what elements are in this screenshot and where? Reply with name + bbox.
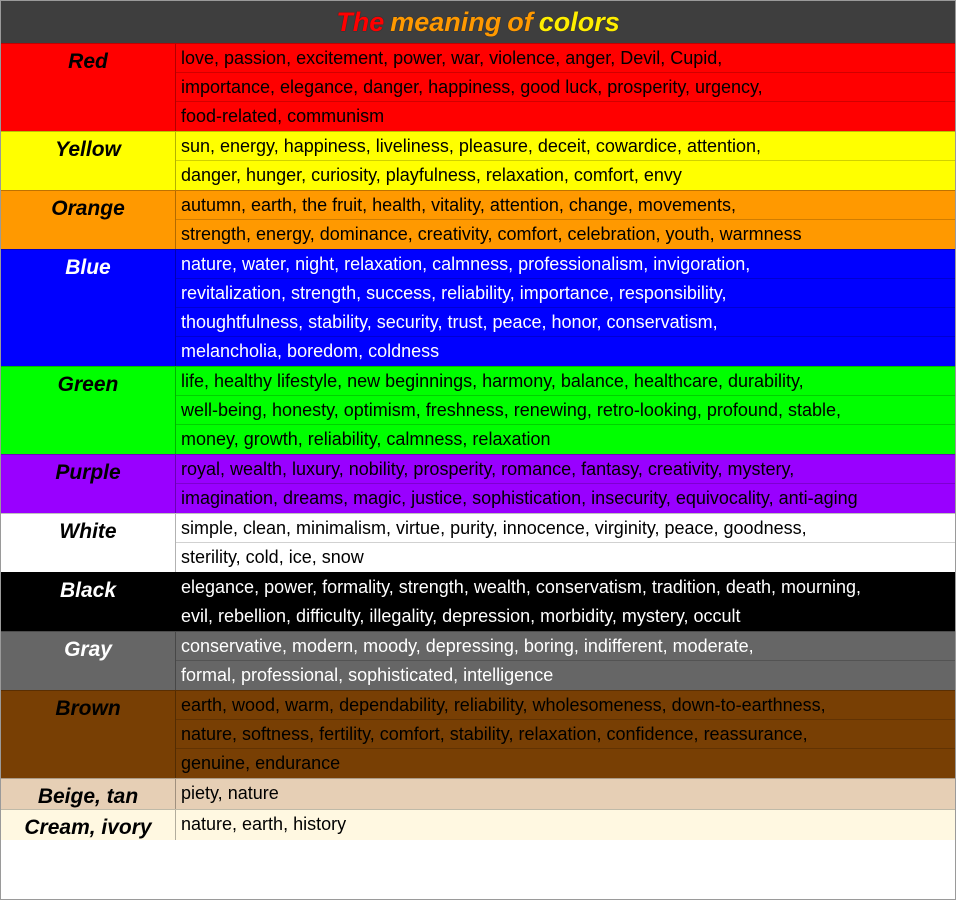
color-name-cell: Gray: [1, 632, 176, 690]
table-row: [1, 249, 955, 366]
meaning-cell: [176, 367, 955, 454]
meaning-cell: [176, 779, 955, 809]
meaning-line: money, growth, reliability, calmness, relaxation: [181, 429, 551, 449]
meaning-cell: [176, 514, 955, 572]
meaning-line: danger, hunger, curiosity, playfulness, relaxation, comfort, envy: [181, 165, 682, 185]
meaning-line: evil, rebellion, difficulty, illegality, depression, morbidity, mystery, occult: [181, 606, 741, 626]
meaning-line: nature, earth, history: [181, 814, 347, 834]
color-name-cell: Beige, tan: [1, 779, 176, 809]
meaning-line: simple, clean, minimalism, virtue, purity, innocence, virginity, peace, goodness,: [176, 514, 955, 543]
meaning-line: nature, water, night, relaxation, calmness, professionalism, invigoration,: [176, 250, 955, 279]
color-name-cell: Cream, ivory: [1, 810, 176, 840]
meaning-line: life, healthy lifestyle, new beginnings, harmony, balance, healthcare, durability,: [176, 367, 955, 396]
meaning-line: royal, wealth, luxury, nobility, prosperity, romance, fantasy, creativity, mystery,: [176, 455, 955, 484]
meaning-line: strength, energy, dominance, creativity, comfort, celebration, youth, warmness: [181, 224, 802, 244]
meaning-line: love, passion, excitement, power, war, violence, anger, Devil, Cupid,: [176, 44, 955, 73]
meaning-line: melancholia, boredom, coldness: [181, 341, 440, 361]
meaning-line: piety, nature: [181, 783, 279, 803]
table-row: [1, 690, 955, 778]
meaning-line: revitalization, strength, success, reliability, importance, responsibility,: [176, 279, 955, 308]
table-row: [1, 454, 955, 513]
table-row: [1, 513, 955, 572]
meaning-cell: [176, 632, 955, 690]
meaning-line: imagination, dreams, magic, justice, sophistication, insecurity, equivocality, anti-aging: [181, 488, 858, 508]
color-name-cell: Blue: [1, 250, 176, 366]
meaning-line: food-related, communism: [181, 106, 385, 126]
meaning-line: autumn, earth, the fruit, health, vitality, attention, change, movements,: [176, 191, 955, 220]
table-row: [1, 366, 955, 454]
table-body: [1, 43, 955, 840]
meaning-cell: [176, 44, 955, 131]
color-name-cell: Green: [1, 367, 176, 454]
meaning-line: sun, energy, happiness, liveliness, pleasure, deceit, cowardice, attention,: [176, 132, 955, 161]
color-name-cell: Black: [1, 573, 176, 631]
meaning-cell: [176, 250, 955, 366]
color-name-cell: Orange: [1, 191, 176, 249]
meaning-line: sterility, cold, ice, snow: [181, 547, 364, 567]
color-name-cell: Purple: [1, 455, 176, 513]
meaning-cell: [176, 810, 955, 840]
meaning-cell: [176, 573, 955, 631]
table-row: [1, 572, 955, 631]
meaning-cell: [176, 691, 955, 778]
color-name-cell: Yellow: [1, 132, 176, 190]
color-name-cell: Red: [1, 44, 176, 131]
table-row: [1, 778, 955, 809]
title-word: of: [507, 6, 533, 37]
meaning-line: thoughtfulness, stability, security, trust, peace, honor, conservatism,: [176, 308, 955, 337]
meaning-line: conservative, modern, moody, depressing, boring, indifferent, moderate,: [176, 632, 955, 661]
meaning-line: formal, professional, sophisticated, intelligence: [181, 665, 554, 685]
meaning-cell: [176, 455, 955, 513]
table-row: [1, 631, 955, 690]
meaning-line: genuine, endurance: [181, 753, 341, 773]
table-row: [1, 190, 955, 249]
meaning-cell: [176, 191, 955, 249]
table-row: [1, 809, 955, 840]
table-title: [1, 1, 955, 43]
meaning-line: well-being, honesty, optimism, freshness, renewing, retro-looking, profound, stable,: [176, 396, 955, 425]
meaning-line: nature, softness, fertility, comfort, stability, relaxation, confidence, reassurance,: [176, 720, 955, 749]
table-row: [1, 131, 955, 190]
meaning-line: elegance, power, formality, strength, wealth, conservatism, tradition, death, mourning,: [176, 573, 955, 602]
meaning-line: importance, elegance, danger, happiness, good luck, prosperity, urgency,: [176, 73, 955, 102]
meaning-cell: [176, 132, 955, 190]
title-word: The: [336, 6, 385, 37]
title-word: colors: [538, 6, 620, 37]
table-row: [1, 43, 955, 131]
color-name-cell: White: [1, 514, 176, 572]
meaning-line: earth, wood, warm, dependability, reliability, wholesomeness, down-to-earthness,: [176, 691, 955, 720]
color-name-cell: Brown: [1, 691, 176, 778]
title-word: meaning: [390, 6, 502, 37]
